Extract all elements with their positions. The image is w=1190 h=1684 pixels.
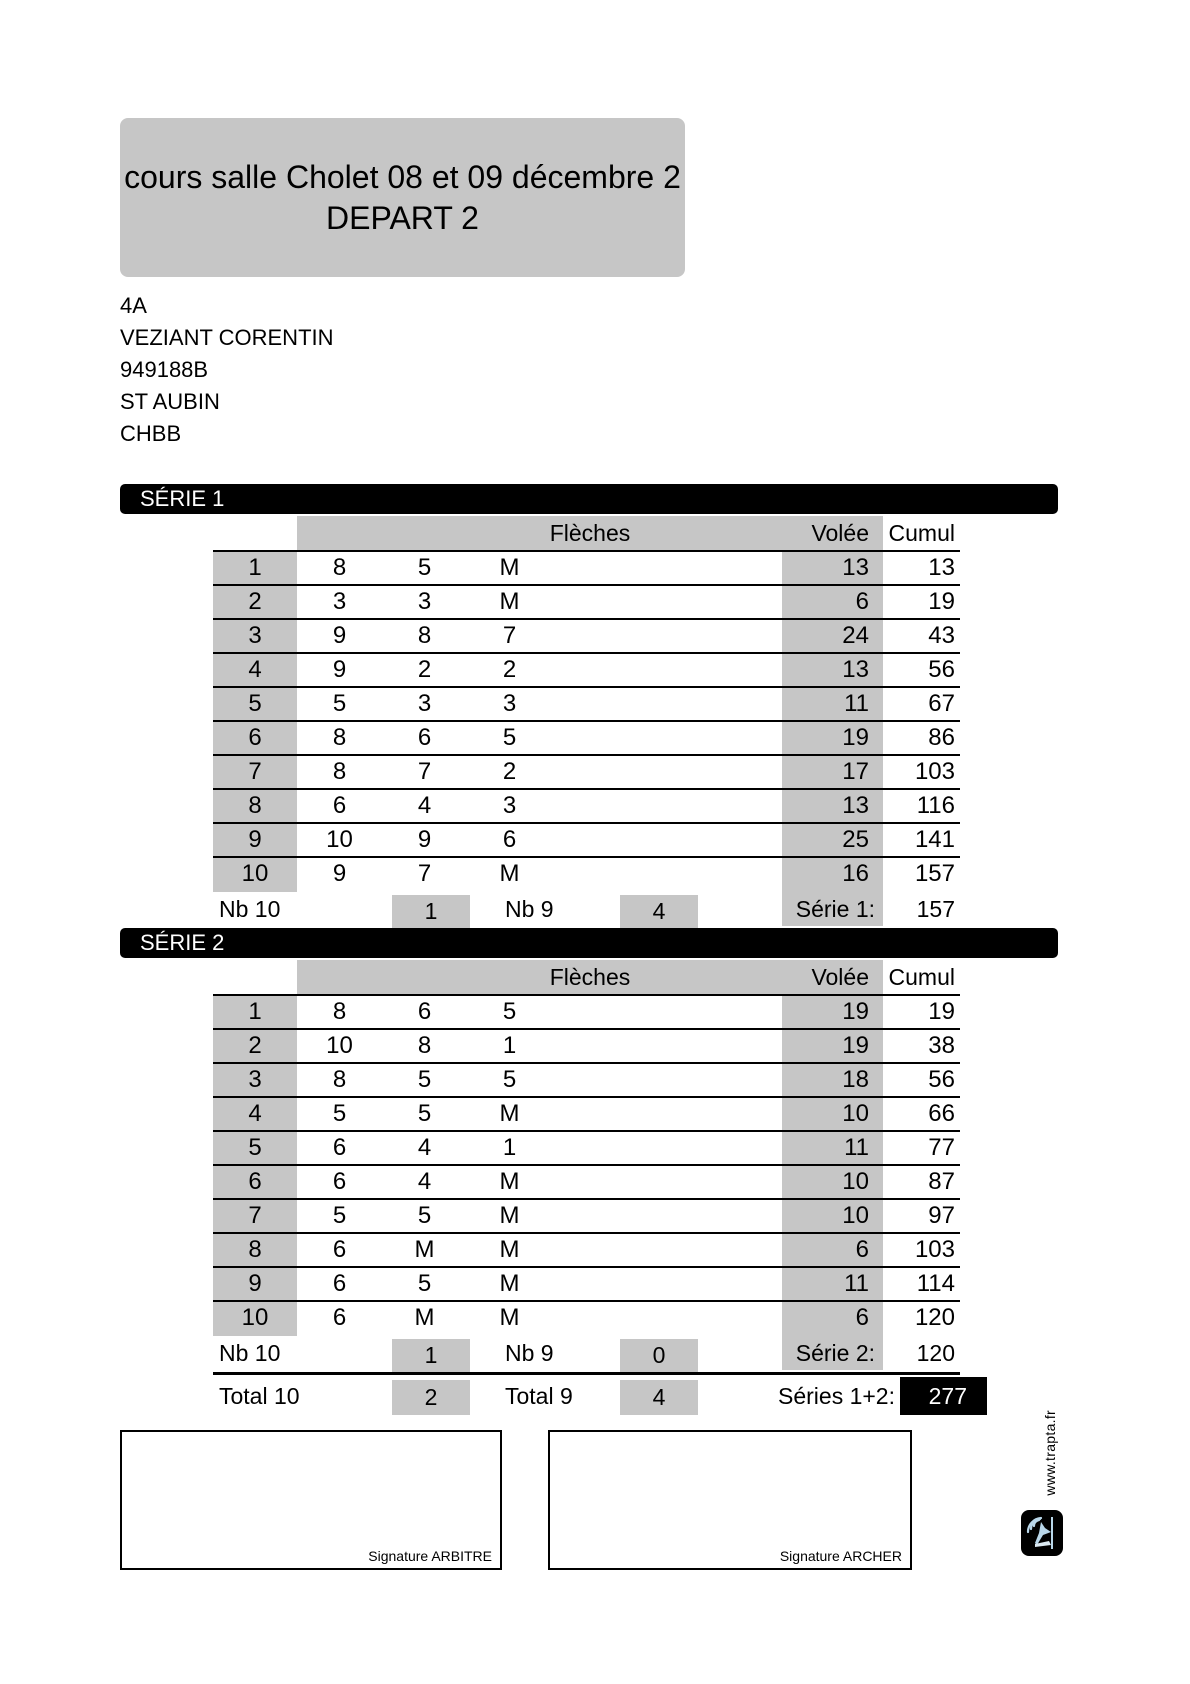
arrow-2: 2 bbox=[417, 656, 432, 683]
arrow-1: 8 bbox=[332, 554, 347, 581]
score-row bbox=[213, 1268, 960, 1302]
row-number: 7 bbox=[213, 1200, 297, 1232]
arrow-1: 6 bbox=[332, 1236, 347, 1263]
serie-1-total-label: Série 1: bbox=[782, 892, 883, 926]
arrow-2: 3 bbox=[417, 588, 432, 615]
volee-value: 19 bbox=[782, 722, 883, 754]
score-row bbox=[213, 586, 960, 620]
club-code: CHBB bbox=[120, 421, 182, 446]
row-number: 9 bbox=[213, 824, 297, 856]
cumul-value: 56 bbox=[928, 1066, 955, 1093]
arrow-1: 3 bbox=[332, 588, 347, 615]
arrow-2: 5 bbox=[417, 1100, 432, 1127]
arrow-3: 1 bbox=[502, 1134, 517, 1161]
cumul-value: 157 bbox=[914, 860, 955, 887]
trapta-website-url: www.trapta.fr bbox=[1042, 1410, 1058, 1496]
score-row bbox=[213, 1132, 960, 1166]
total9-value-box: 4 bbox=[620, 1380, 698, 1415]
row-number: 10 bbox=[213, 1302, 297, 1336]
arrow-1: 9 bbox=[332, 656, 347, 683]
serie-1-total-value: 157 bbox=[916, 896, 955, 922]
cumul-value: 103 bbox=[914, 758, 955, 785]
nb9-value-box: 4 bbox=[620, 895, 698, 928]
archer-signature-label: Signature ARCHER bbox=[779, 1548, 902, 1564]
cumul-value: 38 bbox=[928, 1032, 955, 1059]
depart-label: DEPART 2 bbox=[326, 199, 479, 236]
cumul-value: 13 bbox=[928, 554, 955, 581]
arrow-3: M bbox=[499, 1202, 520, 1229]
volee-value: 13 bbox=[782, 790, 883, 822]
serie-1-table-header bbox=[297, 516, 883, 550]
serie-2-total-value: 120 bbox=[916, 1340, 955, 1366]
serie-1-rows bbox=[213, 552, 960, 892]
row-number: 4 bbox=[213, 654, 297, 686]
cumul-value: 120 bbox=[914, 1304, 955, 1331]
row-number: 7 bbox=[213, 756, 297, 788]
total10-value-box: 2 bbox=[392, 1380, 470, 1415]
score-row bbox=[213, 1030, 960, 1064]
volee-value: 10 bbox=[782, 1200, 883, 1232]
arrow-1: 5 bbox=[332, 690, 347, 717]
cumul-value: 43 bbox=[928, 622, 955, 649]
volee-value: 13 bbox=[782, 552, 883, 584]
serie-2-summary-row bbox=[213, 1336, 960, 1370]
score-row bbox=[213, 996, 960, 1030]
arrow-2: 8 bbox=[417, 1032, 432, 1059]
volee-value: 13 bbox=[782, 654, 883, 686]
arrow-2: 6 bbox=[417, 724, 432, 751]
nb10-value-box: 1 bbox=[392, 895, 470, 928]
arrow-3: M bbox=[499, 1236, 520, 1263]
licence-number: 949188B bbox=[120, 357, 209, 382]
score-row bbox=[213, 654, 960, 688]
arrow-1: 6 bbox=[332, 1134, 347, 1161]
cumul-value: 19 bbox=[928, 588, 955, 615]
total9-label: Total 9 bbox=[505, 1383, 573, 1409]
cumul-header: Cumul bbox=[888, 964, 955, 990]
arrow-3: M bbox=[499, 554, 520, 581]
arrow-1: 6 bbox=[332, 792, 347, 819]
arrow-3: 3 bbox=[502, 792, 517, 819]
arrow-2: 4 bbox=[417, 1168, 432, 1195]
arrow-3: 3 bbox=[502, 690, 517, 717]
nb10-label: Nb 10 bbox=[219, 896, 281, 922]
arrow-2: 7 bbox=[417, 758, 432, 785]
archer-signature-box bbox=[548, 1430, 912, 1570]
row-number: 4 bbox=[213, 1098, 297, 1130]
volee-value: 19 bbox=[782, 1030, 883, 1062]
total10-label: Total 10 bbox=[219, 1383, 300, 1409]
arrow-1: 9 bbox=[332, 622, 347, 649]
competition-title: cours salle Cholet 08 et 09 décembre 2 bbox=[124, 158, 681, 195]
grand-total-value: 277 bbox=[900, 1377, 987, 1415]
volee-value: 6 bbox=[782, 1234, 883, 1266]
volee-value: 11 bbox=[782, 1268, 883, 1300]
nb9-label: Nb 9 bbox=[505, 896, 554, 922]
arrow-1: 5 bbox=[332, 1202, 347, 1229]
serie-1-banner: SÉRIE 1 bbox=[120, 484, 1058, 514]
grand-total-row bbox=[213, 1377, 967, 1415]
fleches-header: Flèches bbox=[549, 964, 631, 990]
score-row bbox=[213, 620, 960, 654]
volee-value: 19 bbox=[782, 996, 883, 1028]
arrow-2: M bbox=[414, 1236, 435, 1263]
arrow-1: 10 bbox=[326, 1032, 353, 1059]
competition-header bbox=[120, 118, 685, 277]
volee-value: 16 bbox=[782, 858, 883, 892]
arrow-3: 7 bbox=[502, 622, 517, 649]
arrow-2: 5 bbox=[417, 554, 432, 581]
score-row bbox=[213, 1200, 960, 1234]
cumul-header: Cumul bbox=[888, 520, 955, 546]
volee-value: 24 bbox=[782, 620, 883, 652]
arrow-1: 8 bbox=[332, 998, 347, 1025]
arrow-3: 2 bbox=[502, 758, 517, 785]
arrow-1: 5 bbox=[332, 1100, 347, 1127]
row-number: 8 bbox=[213, 790, 297, 822]
score-row bbox=[213, 756, 960, 790]
cumul-value: 97 bbox=[928, 1202, 955, 1229]
cumul-value: 56 bbox=[928, 656, 955, 683]
arrow-1: 8 bbox=[332, 1066, 347, 1093]
arrow-3: M bbox=[499, 588, 520, 615]
volee-value: 10 bbox=[782, 1166, 883, 1198]
serie-2-banner: SÉRIE 2 bbox=[120, 928, 1058, 958]
volee-value: 6 bbox=[782, 1302, 883, 1336]
volee-value: 18 bbox=[782, 1064, 883, 1096]
arrow-3: 5 bbox=[502, 998, 517, 1025]
arrow-2: 5 bbox=[417, 1202, 432, 1229]
arrow-2: 5 bbox=[417, 1270, 432, 1297]
arrow-3: 5 bbox=[502, 724, 517, 751]
cumul-value: 66 bbox=[928, 1100, 955, 1127]
referee-signature-box bbox=[120, 1430, 502, 1570]
arrow-2: 5 bbox=[417, 1066, 432, 1093]
arrow-2: 8 bbox=[417, 622, 432, 649]
volee-header: Volée bbox=[811, 520, 869, 546]
cumul-value: 116 bbox=[916, 792, 955, 819]
arrow-2: 4 bbox=[417, 792, 432, 819]
arrow-1: 6 bbox=[332, 1270, 347, 1297]
nb9-value-box: 0 bbox=[620, 1339, 698, 1372]
total-rule bbox=[213, 1372, 960, 1375]
volee-value: 25 bbox=[782, 824, 883, 856]
serie-2-section bbox=[0, 928, 1190, 1420]
cumul-value: 114 bbox=[916, 1270, 955, 1297]
row-number: 10 bbox=[213, 858, 297, 892]
row-number: 6 bbox=[213, 1166, 297, 1198]
volee-value: 11 bbox=[782, 688, 883, 720]
volee-value: 10 bbox=[782, 1098, 883, 1130]
score-row bbox=[213, 1166, 960, 1200]
row-number: 9 bbox=[213, 1268, 297, 1300]
score-row bbox=[213, 1064, 960, 1098]
arrow-3: M bbox=[499, 1168, 520, 1195]
arrow-1: 9 bbox=[332, 860, 347, 887]
serie-2-total-label: Série 2: bbox=[782, 1336, 883, 1370]
volee-value: 17 bbox=[782, 756, 883, 788]
arrow-1: 8 bbox=[332, 758, 347, 785]
fleches-header: Flèches bbox=[549, 520, 631, 546]
row-number: 5 bbox=[213, 688, 297, 720]
volee-header: Volée bbox=[811, 964, 869, 990]
referee-signature-label: Signature ARBITRE bbox=[368, 1548, 492, 1564]
arrow-3: 6 bbox=[502, 826, 517, 853]
score-row bbox=[213, 790, 960, 824]
serie-2-rows bbox=[213, 996, 960, 1336]
cumul-value: 103 bbox=[914, 1236, 955, 1263]
cumul-value: 87 bbox=[928, 1168, 955, 1195]
arrow-3: 5 bbox=[502, 1066, 517, 1093]
score-row bbox=[213, 858, 960, 892]
series-total-label: Séries 1+2: bbox=[778, 1383, 895, 1409]
club-name: ST AUBIN bbox=[120, 389, 220, 414]
score-row bbox=[213, 824, 960, 858]
arrow-2: M bbox=[414, 1304, 435, 1331]
score-row bbox=[213, 688, 960, 722]
arrow-1: 6 bbox=[332, 1304, 347, 1331]
serie-2-table-header bbox=[297, 960, 883, 994]
archer-name: VEZIANT CORENTIN bbox=[120, 325, 334, 350]
arrow-3: M bbox=[499, 860, 520, 887]
serie-1-section bbox=[0, 484, 1190, 928]
arrow-1: 6 bbox=[332, 1168, 347, 1195]
score-row bbox=[213, 722, 960, 756]
score-row bbox=[213, 552, 960, 586]
row-number: 2 bbox=[213, 586, 297, 618]
nb10-label: Nb 10 bbox=[219, 1340, 281, 1366]
row-number: 6 bbox=[213, 722, 297, 754]
arrow-3: M bbox=[499, 1100, 520, 1127]
row-number: 2 bbox=[213, 1030, 297, 1062]
arrow-1: 10 bbox=[326, 826, 353, 853]
cumul-value: 19 bbox=[928, 998, 955, 1025]
arrow-1: 8 bbox=[332, 724, 347, 751]
volee-value: 11 bbox=[782, 1132, 883, 1164]
arrow-2: 6 bbox=[417, 998, 432, 1025]
row-number: 1 bbox=[213, 552, 297, 584]
score-row bbox=[213, 1234, 960, 1268]
row-number: 5 bbox=[213, 1132, 297, 1164]
row-number: 1 bbox=[213, 996, 297, 1028]
volee-value: 6 bbox=[782, 586, 883, 618]
score-row bbox=[213, 1098, 960, 1132]
cumul-value: 77 bbox=[928, 1134, 955, 1161]
score-row bbox=[213, 1302, 960, 1336]
arrow-2: 7 bbox=[417, 860, 432, 887]
arrow-3: M bbox=[499, 1270, 520, 1297]
arrow-2: 9 bbox=[417, 826, 432, 853]
cumul-value: 141 bbox=[914, 826, 955, 853]
arrow-3: 1 bbox=[502, 1032, 517, 1059]
serie-1-summary-row bbox=[213, 892, 960, 926]
row-number: 3 bbox=[213, 1064, 297, 1096]
arrow-3: M bbox=[499, 1304, 520, 1331]
target-number: 4A bbox=[120, 293, 147, 318]
cumul-value: 67 bbox=[928, 690, 955, 717]
cumul-value: 86 bbox=[928, 724, 955, 751]
row-number: 8 bbox=[213, 1234, 297, 1266]
arrow-2: 4 bbox=[417, 1134, 432, 1161]
trapta-logo-icon bbox=[1021, 1510, 1063, 1556]
nb9-label: Nb 9 bbox=[505, 1340, 554, 1366]
nb10-value-box: 1 bbox=[392, 1339, 470, 1372]
arrow-2: 3 bbox=[417, 690, 432, 717]
archer-info bbox=[120, 290, 334, 450]
row-number: 3 bbox=[213, 620, 297, 652]
arrow-3: 2 bbox=[502, 656, 517, 683]
